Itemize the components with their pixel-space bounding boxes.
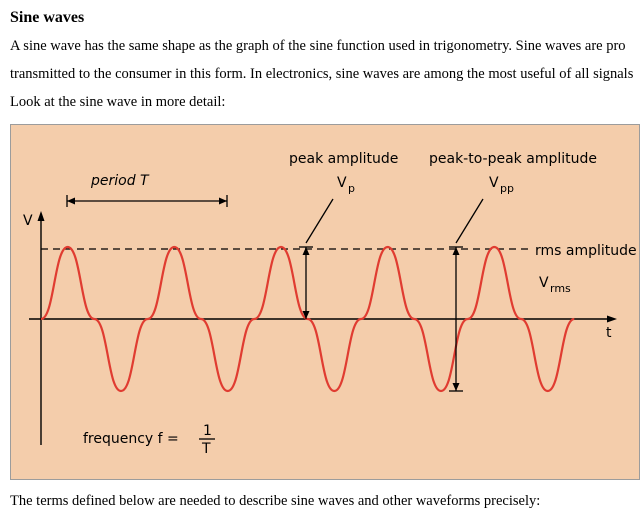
rms-subscript-label: rms [550,282,571,295]
peak-to-peak-subscript-label: pp [500,182,514,195]
frequency-label: frequency f = [83,431,179,447]
peak-to-peak-symbol-label: V [489,175,499,191]
peak-top-arrow [303,247,310,255]
intro-paragraph-line-2: transmitted to the consumer in this form. In electronics, sine waves are among the most useful of all signals [10,66,634,82]
period-label: period T [91,173,149,189]
page-title: Sine waves [10,9,85,26]
x-axis-label: t [606,325,612,341]
sine-wave-diagram [11,125,640,480]
frequency-denominator: T [202,441,211,457]
period-left-arrow [67,198,75,205]
sine-wave-figure [10,124,640,480]
closing-paragraph: The terms defined below are needed to describe sine waves and other waveforms precisely: [10,493,541,509]
peak-to-peak-top-arrow [453,247,460,255]
peak-subscript-label: p [348,182,355,195]
x-axis-arrow [607,316,617,323]
peak-to-peak-bottom-arrow [453,383,460,391]
peak-to-peak-leader-line [456,199,483,243]
peak-symbol-label: V [337,175,347,191]
peak-leader-line [306,199,333,243]
rms-symbol-label: V [539,275,549,291]
period-right-arrow [219,198,227,205]
lead-in-text: Look at the sine wave in more detail: [10,94,226,110]
y-axis-label: V [23,213,33,229]
document-page [0,8,642,519]
intro-paragraph-line-1: A sine wave has the same shape as the graph of the sine function used in trigonometry. Sine waves are pro [10,38,626,54]
peak-amplitude-label: peak amplitude [289,151,399,167]
y-axis-arrow [38,211,45,221]
frequency-numerator: 1 [203,423,212,439]
rms-amplitude-label: rms amplitude [535,243,637,259]
peak-to-peak-amplitude-label: peak-to-peak amplitude [429,151,597,167]
